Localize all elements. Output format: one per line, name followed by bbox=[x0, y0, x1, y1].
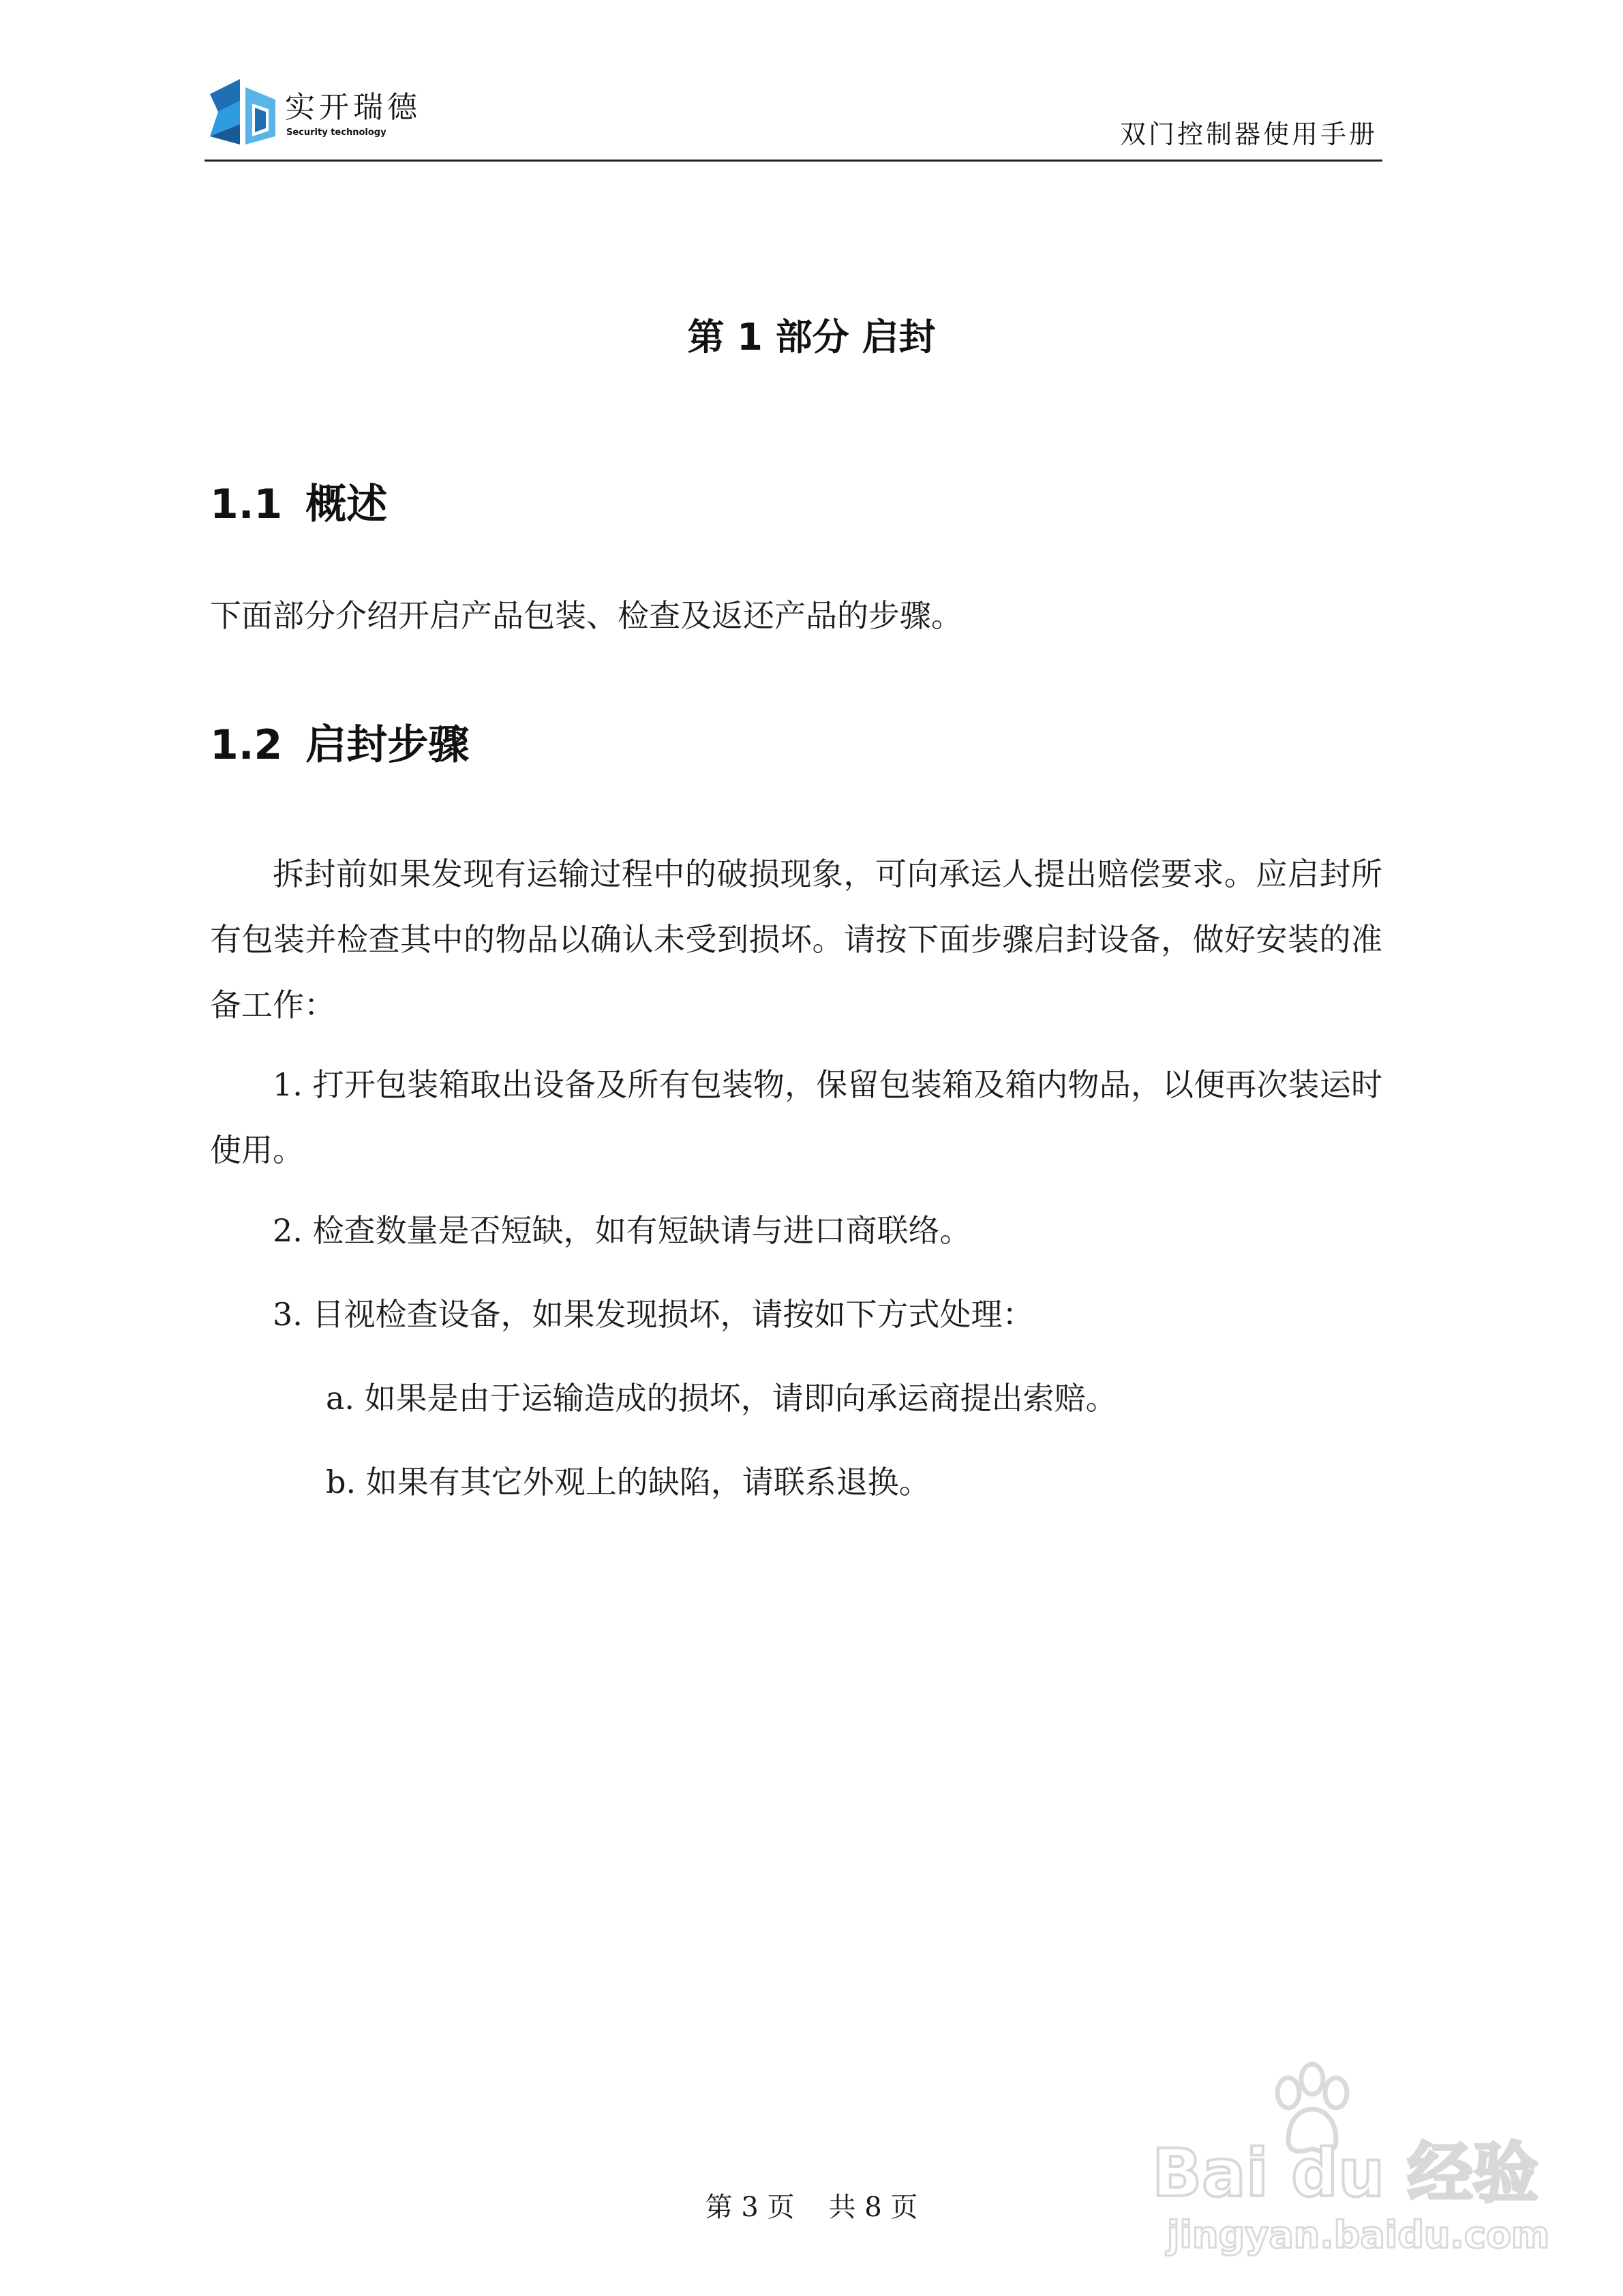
logo-english-tagline: Security technology bbox=[286, 127, 386, 138]
logo-chinese-name: 实开瑞德 bbox=[285, 90, 421, 125]
watermark-url: jingyan.baidu.com bbox=[1167, 2214, 1550, 2256]
document-title: 双门控制器使用手册 bbox=[1119, 119, 1378, 149]
company-logo bbox=[204, 74, 423, 153]
section-heading-unpacking bbox=[210, 721, 470, 769]
overview-paragraph: 下面部分介绍开启产品包装、检查及返还产品的步骤。 bbox=[210, 597, 962, 634]
section-number: 1.2 bbox=[210, 721, 283, 769]
watermark-brand: Bai du 经验 bbox=[1152, 2135, 1538, 2211]
section-number: 1.1 bbox=[210, 481, 283, 528]
section-heading-overview bbox=[210, 481, 388, 528]
unpacking-intro-paragraph: 拆封前如果发现有运输过程中的破损现象，可向承运人提出赔偿要求。应启封所有包装并检查其中的物品以确认未受到损坏。请按下面步骤启封设备，做好安装的准备工作： bbox=[210, 856, 1382, 1023]
step-item: 3. 目视检查设备，如果发现损坏，请按如下方式处理： bbox=[273, 1296, 1034, 1333]
baidu-watermark bbox=[1152, 2059, 1550, 2263]
header-divider bbox=[204, 160, 1382, 162]
chapter-title: 第 1 部分 启封 bbox=[687, 316, 936, 359]
sub-step-item: a. 如果是由于运输造成的损坏，请即向承运商提出索赔。 bbox=[326, 1380, 1117, 1417]
total-pages: 共 8 页 bbox=[828, 2192, 918, 2223]
step-item: 2. 检查数量是否短缺，如有短缺请与进口商联络。 bbox=[273, 1212, 971, 1249]
current-page: 第 3 页 bbox=[705, 2192, 795, 2223]
section-title: 启封步骤 bbox=[305, 721, 470, 769]
company-logo-mark-icon bbox=[204, 74, 281, 150]
step-item: 1. 打开包装箱取出设备及所有包装物，保留包装箱及箱内物品，以便再次装运时使用。 bbox=[210, 1066, 1382, 1168]
section-title: 概述 bbox=[305, 481, 388, 528]
sub-step-item: b. 如果有其它外观上的缺陷，请联系退换。 bbox=[326, 1464, 930, 1500]
